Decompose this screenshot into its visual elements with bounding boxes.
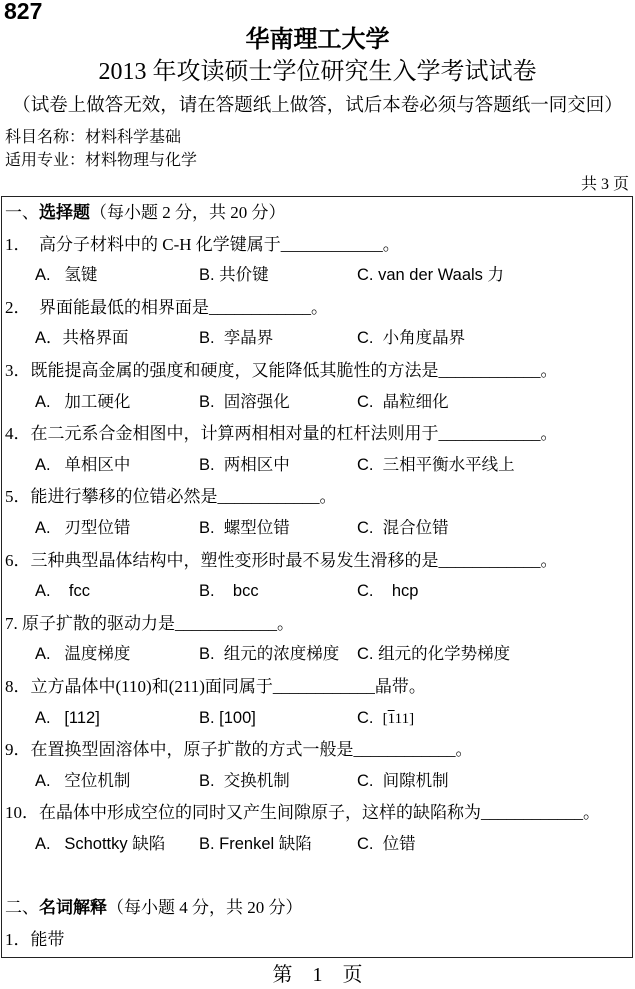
question-4: 4．在二元系合金相图中，计算两相相对量的杠杆法则用于____________。 [5, 424, 558, 444]
question-2-option-a: A．共格界面 [35, 329, 129, 348]
question-10-option-a: A. Schottky 缺陷 [35, 834, 166, 853]
question-6-options [2, 576, 632, 608]
question-3-options [2, 387, 632, 419]
question-4-option-c: C. 三相平衡水平线上 [357, 455, 515, 474]
question-4-option-b: B. 两相区中 [199, 455, 290, 474]
section-1-scoring: （每小题 2 分，共 20 分） [90, 203, 286, 222]
section-2-title: 名词解释 [39, 898, 107, 918]
page-number: 第 1 页 [272, 964, 363, 986]
question-1-option-c: C. van der Waals 力 [357, 266, 505, 285]
question-4-option-a: A. 单相区中 [35, 455, 131, 474]
section-2-scoring: （每小题 4 分，共 20 分） [107, 898, 303, 918]
total-pages: 共 3 页 [580, 176, 629, 193]
question-5-options [2, 513, 632, 545]
question-8-options [2, 703, 632, 735]
section-1-title: 选择题 [39, 203, 90, 222]
question-10-option-c: C. 位错 [357, 834, 416, 853]
question-7-options [2, 639, 632, 671]
section-1-prefix: 一、 [5, 203, 39, 222]
exam-title: 2013 年攻读硕士学位研究生入学考试试卷 [98, 59, 537, 85]
applicable-major: 适用专业：材料物理与化学 [5, 152, 198, 169]
question-10-option-b: B. Frenkel 缺陷 [199, 834, 312, 853]
miller-open-bracket: [ [382, 710, 388, 727]
question-4-options [2, 450, 632, 482]
section-2-prefix: 二、 [5, 898, 39, 918]
question-1: 1． 高分子材料中的 C-H 化学键属于____________。 [5, 234, 400, 254]
question-7: 7. 原子扩散的驱动力是____________。 [5, 613, 294, 633]
term-item-1: 1．能带 [5, 929, 65, 949]
question-6-option-a: A. fcc [35, 582, 91, 601]
miller-index [383, 711, 414, 727]
blank-spacer [2, 860, 632, 892]
question-1-options [2, 260, 632, 292]
question-5-option-b: B. 螺型位错 [199, 518, 290, 537]
question-8-option-c [357, 703, 414, 736]
question-8: 8．立方晶体中(110)和(211)面同属于____________晶带。 [5, 676, 426, 696]
question-5-option-a: A. 刃型位错 [35, 518, 131, 537]
section-1-heading [2, 197, 632, 229]
question-6: 6．三种典型晶体结构中，塑性变形时最不易发生滑移的是____________。 [5, 550, 558, 570]
question-2-option-b: B. 孪晶界 [199, 329, 274, 348]
miller-overlined-digit: 1 [387, 710, 395, 727]
question-box [1, 196, 633, 958]
question-9-option-a: A. 空位机制 [35, 771, 131, 790]
question-3-option-b: B. 固溶强化 [199, 392, 290, 411]
question-2-options [2, 323, 632, 355]
subject-name: 科目名称：材料科学基础 [5, 129, 182, 146]
miller-rest: 11] [394, 710, 415, 727]
university-name: 华南理工大学 [245, 27, 390, 53]
question-5: 5．能进行攀移的位错必然是____________。 [5, 487, 337, 507]
question-8-option-b: B. [100] [199, 708, 256, 727]
question-2: 2． 界面能最低的相界面是____________。 [5, 297, 328, 317]
paper-code: 827 [4, 0, 43, 24]
question-3-option-a: A. 加工硬化 [35, 392, 131, 411]
question-9-options [2, 766, 632, 798]
question-7-option-a: A. 温度梯度 [35, 645, 131, 664]
question-8-option-a: A. [112] [35, 708, 100, 727]
question-5-option-c: C. 混合位错 [357, 518, 449, 537]
question-1-option-a: A. 氢键 [35, 266, 98, 285]
question-7-option-b: B. 组元的浓度梯度 [199, 645, 340, 664]
question-6-option-c: C. hcp [357, 582, 419, 601]
section-2-heading [2, 892, 632, 924]
question-8-option-c-label: C. [357, 708, 383, 727]
exam-notice: （试卷上做答无效，请在答题纸上做答，试后本卷必须与答题纸一同交回） [12, 96, 623, 116]
question-3: 3．既能提高金属的强度和硬度，又能降低其脆性的方法是____________。 [5, 360, 558, 380]
question-6-option-b: B. bcc [199, 582, 259, 601]
question-1-option-b: B. 共价键 [199, 266, 269, 285]
question-10-options [2, 829, 632, 861]
question-9-option-b: B. 交换机制 [199, 771, 290, 790]
question-9: 9．在置换型固溶体中，原子扩散的方式一般是____________。 [5, 740, 473, 760]
question-10: 10．在晶体中形成空位的同时又产生间隙原子，这样的缺陷称为____________。 [5, 803, 600, 823]
question-3-option-c: C. 晶粒细化 [357, 392, 449, 411]
question-2-option-c: C. 小角度晶界 [357, 329, 466, 348]
question-9-option-c: C. 间隙机制 [357, 771, 449, 790]
question-7-option-c: C. 组元的化学势梯度 [357, 645, 511, 664]
